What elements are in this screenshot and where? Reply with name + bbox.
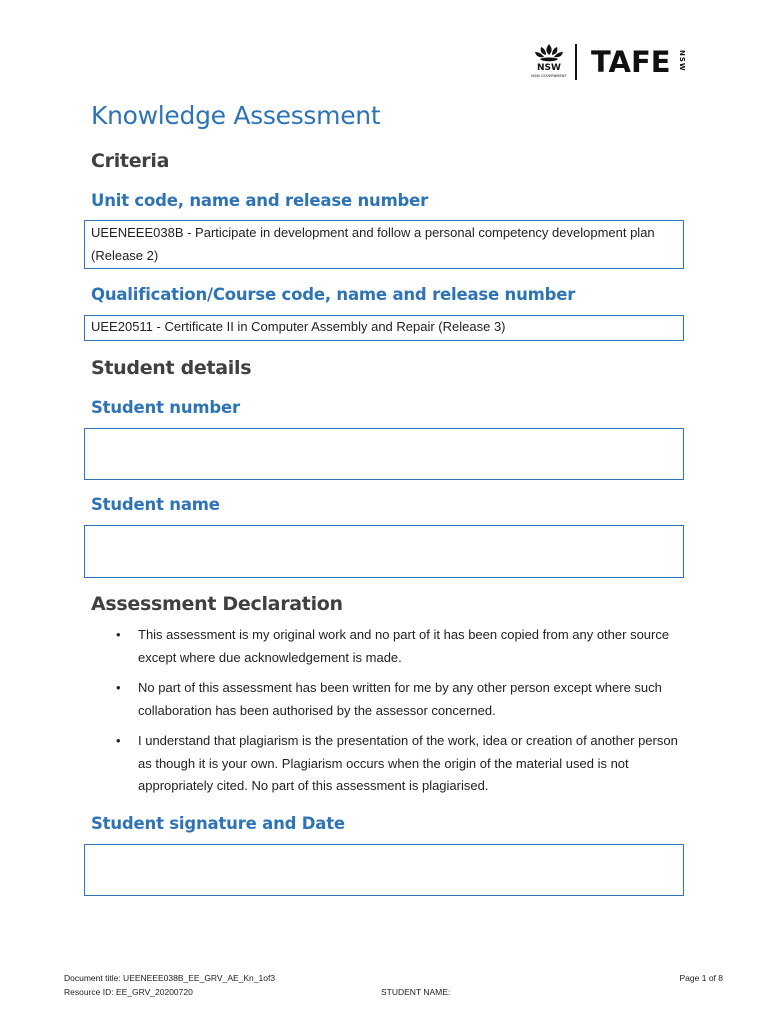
footer-resource-id: Resource ID: EE_GRV_20200720: [64, 987, 193, 997]
footer-document-title: Document title: UEENEEE038B_EE_GRV_AE_Kn_1of3: [64, 973, 276, 983]
declaration-heading: Assessment Declaration: [91, 593, 343, 615]
student-details-heading: Student details: [91, 357, 252, 379]
svg-text:NSW GOVERNMENT: NSW GOVERNMENT: [531, 74, 567, 78]
unit-field[interactable]: UEENEEE038B - Participate in development and follow a personal competency development plan (Release 2): [84, 220, 684, 269]
student-number-input[interactable]: [84, 428, 684, 480]
declaration-item-text: No part of this assessment has been written for me by any other person except where such collaboration has been authorised by the assessor concerned.: [138, 680, 662, 718]
qualification-field[interactable]: UEE20511 - Certificate II in Computer Assembly and Repair (Release 3): [84, 315, 684, 341]
signature-label: Student signature and Date: [91, 814, 345, 833]
waratah-icon: [531, 42, 567, 82]
tafe-nsw-logo: [531, 42, 697, 82]
tafe-wordmark: TAFE: [591, 45, 671, 79]
list-item: [114, 624, 684, 669]
student-number-label: Student number: [91, 398, 240, 417]
footer-page-number: Page 1 of 8: [679, 973, 723, 983]
tafe-wordmark-suffix: NSW: [678, 50, 686, 72]
bullet: •: [116, 733, 121, 748]
qualification-label: Qualification/Course code, name and release number: [91, 285, 576, 304]
bullet: •: [116, 680, 121, 695]
criteria-heading: Criteria: [91, 150, 170, 172]
bullet: •: [116, 627, 121, 642]
list-item: [114, 677, 684, 722]
footer-student-name: STUDENT NAME:: [381, 987, 451, 997]
list-item: [114, 730, 684, 798]
declaration-item-text: This assessment is my original work and no part of it has been copied from any other source except where due acknowledgement is made.: [138, 627, 670, 665]
student-name-input[interactable]: [84, 525, 684, 578]
declaration-list: [114, 624, 684, 806]
page-title: Knowledge Assessment: [91, 101, 381, 130]
svg-text:NSW: NSW: [537, 63, 561, 73]
declaration-item-text: I understand that plagiarism is the presentation of the work, idea or creation of another person as though it is your own. Plagiarism occurs when the origin of the material used is not appropriately cited. No part of this assessment is plagiarised.: [138, 733, 678, 793]
signature-input[interactable]: [84, 844, 684, 896]
student-name-label: Student name: [91, 495, 220, 514]
logo-divider: [575, 44, 577, 80]
unit-label: Unit code, name and release number: [91, 191, 429, 210]
